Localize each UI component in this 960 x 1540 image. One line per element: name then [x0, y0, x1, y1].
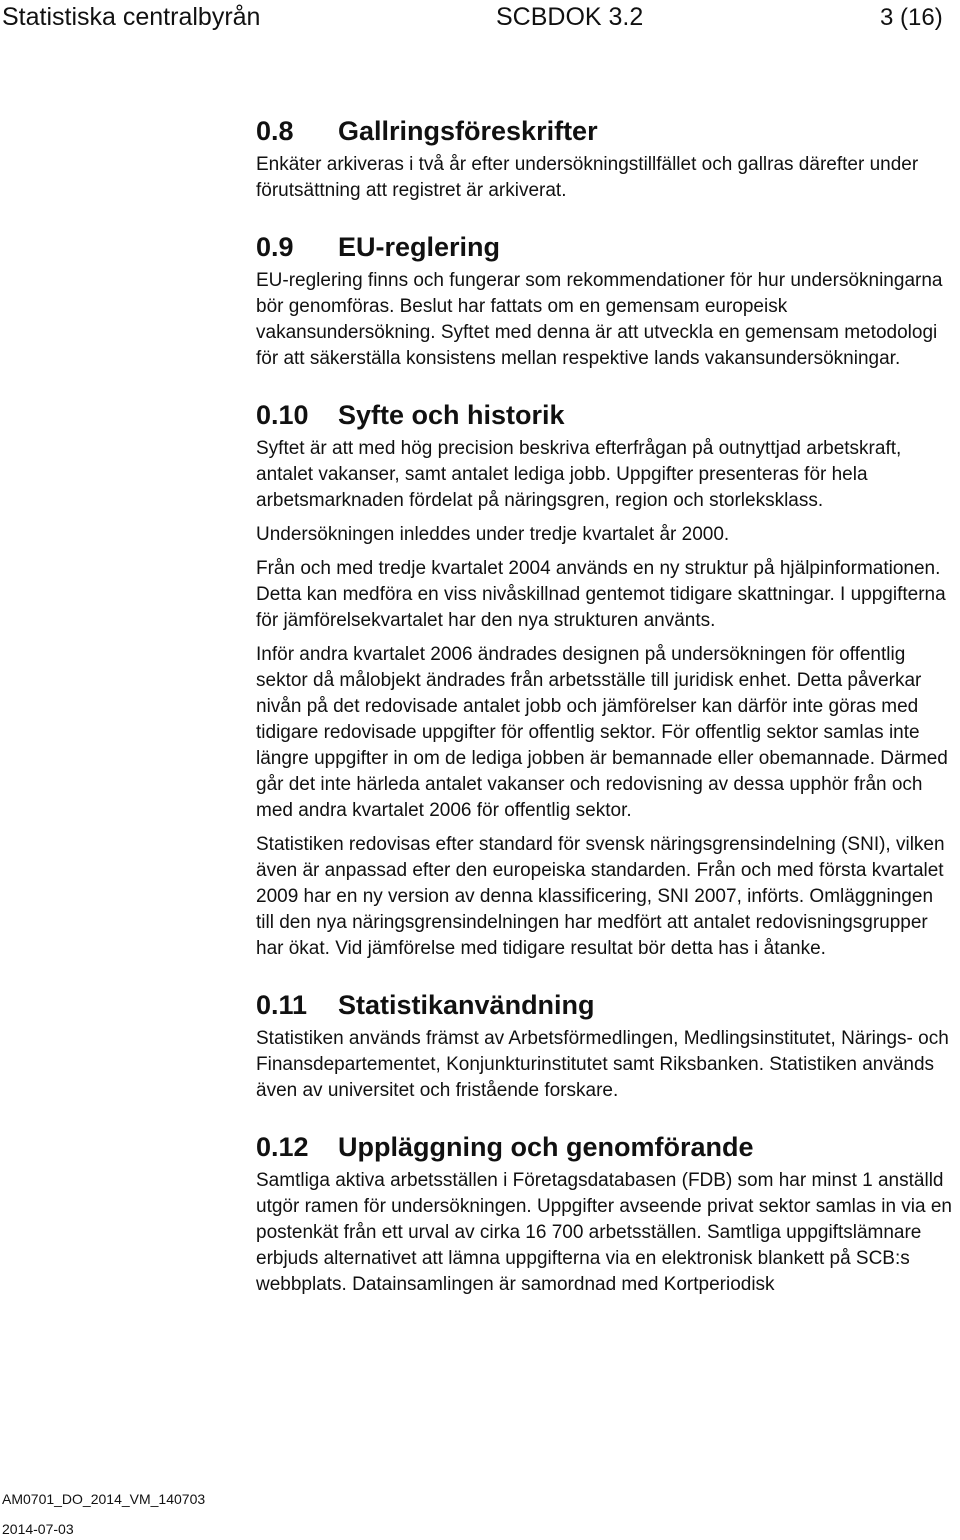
section [256, 988, 956, 1104]
section-title: EU-reglering [338, 232, 501, 262]
paragraph: Statistiken redovisas efter standard för svensk näringsgrensindelning (SNI), vilken även är anpassad efter den europeiska standarden. Från och med första kvartalet 2009 har en ny version av denna klassificering, SNI 2007, införts. Omläggningen till den nya näringsgrensindelningen har medfört att antalet redovisningsgrupper har ökat. Vid jämförelse med tidigare resultat bör detta has i åtanke. [256, 834, 945, 959]
section [256, 1130, 956, 1298]
section-title: Gallringsföreskrifter [338, 116, 598, 146]
paragraph: Syftet är att med hög precision beskriva efterfrågan på outnyttjad arbetskraft, antalet vakanser, samt antalet lediga jobb. Uppgifter presenteras för hela arbetsmarknaden fördelat på näringsgren, region och storleksklass. [256, 438, 902, 511]
paragraph: Från och med tredje kvartalet 2004 används en ny struktur på hjälpinformationen. Detta kan medföra en viss nivåskillnad gentemot tidigare skattningar. I uppgifterna för jämförelsekvartalet har den nya strukturen använts. [256, 558, 946, 631]
section [256, 230, 956, 372]
paragraph: EU-reglering finns och fungerar som rekommendationer för hur undersökningarna bör genomföras. Beslut har fattats om en gemensam europeisk vakansundersökning. Syftet med denna är att utveckla en gemensam metodologi för att säkerställa konsistens mellan respektive lands vakansundersökningar. [256, 270, 943, 369]
section-number: 0.10 [256, 400, 309, 430]
page-header [0, 0, 960, 40]
section-number: 0.9 [256, 232, 294, 262]
organization-name: Statistiska centralbyrån [2, 3, 261, 31]
paragraph: Inför andra kvartalet 2006 ändrades designen på undersökningen för offentlig sektor då målobjekt ändrades från arbetsställe till juridisk enhet. Detta påverkar nivån på det redovisade antalet jobb och jämförelser kan därför inte göras med tidigare redovisade uppgifter för offentlig sektor. För offentlig sektor samlas inte längre uppgifter in om de lediga jobben är bemannade eller obemannade. Därmed går det inte härleda antalet vakanser och redovisning av dessa upphör från och med andra kvartalet 2006 för offentlig sektor. [256, 644, 948, 821]
paragraph: Undersökningen inleddes under tredje kvartalet år 2000. [256, 524, 730, 545]
paragraph: Statistiken används främst av Arbetsförmedlingen, Medlingsinstitutet, Närings- och Finansdepartementet, Konjunkturinstitutet samt Riksbanken. Statistiken används även av universitet och fristående forskare. [256, 1028, 949, 1101]
section-number: 0.12 [256, 1132, 309, 1162]
section-title: Statistikanvändning [338, 990, 595, 1020]
footer-document-code: AM0701_DO_2014_VM_140703 [2, 1491, 206, 1507]
section-heading [256, 398, 956, 432]
section-heading [256, 230, 956, 264]
section-heading [256, 114, 956, 148]
section-title: Uppläggning och genomförande [338, 1132, 754, 1162]
section-number: 0.11 [256, 990, 308, 1020]
paragraph: Samtliga aktiva arbetsställen i Företagsdatabasen (FDB) som har minst 1 anställd utgör ramen för undersökningen. Uppgifter avseende privat sektor samlas in via en postenkät från ett urval av cirka 16 700 arbetsställen. Samtliga uppgiftslämnare erbjuds alternativet att lämna uppgifterna via en elektronisk blankett på SCB:s webbplats. Datainsamlingen är samordnad med Kortperiodisk [256, 1170, 952, 1295]
section [256, 398, 956, 962]
section [256, 114, 956, 204]
document-body [256, 114, 956, 1324]
section-heading [256, 1130, 956, 1164]
paragraph: Enkäter arkiveras i två år efter undersökningstillfället och gallras därefter under förutsättning att registret är arkiverat. [256, 154, 919, 201]
page-number: 3 (16) [880, 4, 943, 31]
section-heading [256, 988, 956, 1022]
document-id: SCBDOK 3.2 [496, 3, 644, 31]
footer-date: 2014-07-03 [2, 1521, 74, 1537]
section-number: 0.8 [256, 116, 294, 146]
section-title: Syfte och historik [338, 400, 565, 430]
